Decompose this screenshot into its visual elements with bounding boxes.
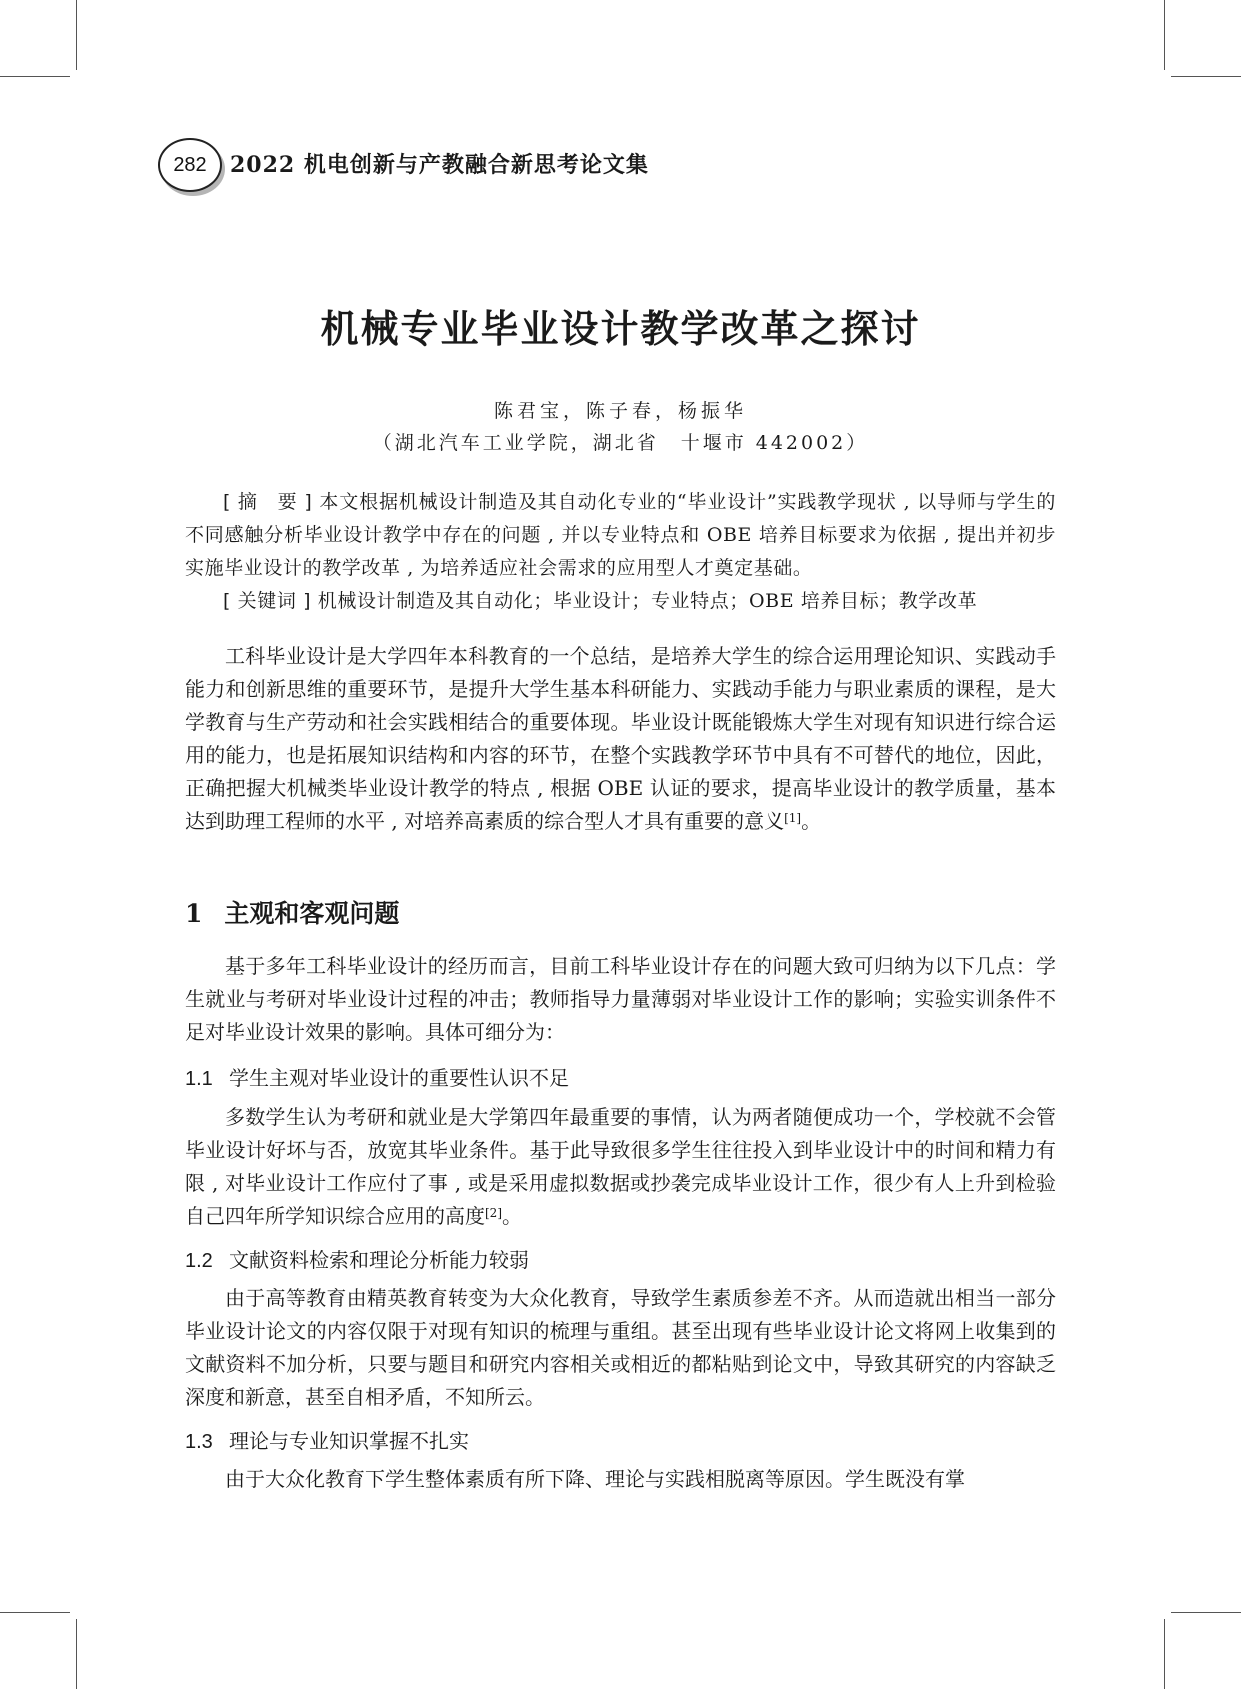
page-number: 282 (173, 153, 207, 176)
section-title: 主观和客观问题 (224, 899, 400, 928)
crop-mark (1171, 76, 1241, 77)
book-title: 2022 机电创新与产教融合新思考论文集 (230, 152, 649, 178)
subsection-paragraph: 多数学生认为考研和就业是大学第四年最重要的事情，认为两者随便成功一个，学校就不会管毕业设计好坏与否，放宽其毕业条件。基于此导致很多学生往往投入到毕业设计中的时间和精力有限 , 对毕业设计工作应付了事 , 或是采用虚拟数据或抄袭完成毕业设计工作，很少有人上升到检验自己四年所学知识综合应用的高度[2]。 (185, 1105, 1056, 1228)
subsection-paragraph: 由于大众化教育下学生整体素质有所下降、理论与实践相脱离等原因。学生既没有掌 (225, 1467, 965, 1491)
section-heading (185, 894, 399, 930)
subsection-title: 文献资料检索和理论分析能力较弱 (229, 1248, 529, 1272)
affiliation: （湖北汽车工业学院，湖北省 十堰市 442002） (372, 432, 869, 454)
crop-mark (1164, 0, 1165, 70)
subsection-number: 1.3 (185, 1431, 213, 1453)
crop-mark (0, 1612, 70, 1613)
subsection-number: 1.1 (185, 1068, 213, 1090)
crop-mark (0, 76, 70, 77)
section-intro-paragraph: 基于多年工科毕业设计的经历而言，目前工科毕业设计存在的问题大致可归纳为以下几点：学生就业与考研对毕业设计过程的冲击；教师指导力量薄弱对毕业设计工作的影响；实验实训条件不足对毕业设计效果的影响。具体可细分为： (185, 954, 1056, 1044)
running-header (158, 138, 858, 182)
crop-mark (76, 0, 77, 70)
crop-mark (1164, 1619, 1165, 1689)
keywords-text: 机械设计制造及其自动化；毕业设计；专业特点；OBE 培养目标；教学改革 (317, 590, 978, 612)
intro-text: 工科毕业设计是大学四年本科教育的一个总结，是培养大学生的综合运用理论知识、实践动手能力和创新思维的重要环节，是提升大学生基本科研能力、实践动手能力与职业素质的课程，是大学教育与生产劳动和社会实践相结合的重要体现。毕业设计既能锻炼大学生对现有知识进行综合运用的能力，也是拓展知识结构和内容的环节，在整个实践教学环节中具有不可替代的地位，因此，正确把握大机械类毕业设计教学的特点 , 根据 OBE 认证的要求，提高毕业设计的教学质量，基本达到助理工程师的水平 , 对培养高素质的综合型人才具有重要的意义 (185, 644, 1056, 833)
section-number: 1 (185, 899, 203, 928)
abstract (185, 486, 1056, 585)
subsection-heading (185, 1062, 569, 1091)
crop-mark (76, 1619, 77, 1689)
abstract-text: 本文根据机械设计制造及其自动化专业的“毕业设计”实践教学现状 , 以导师与学生的不同感触分析毕业设计教学中存在的问题 , 并以专业特点和 OBE 培养目标要求为依据 , 提出并初步实施毕业设计的教学改革 , 为培养适应社会需求的应用型人才奠定基础。 (185, 491, 1056, 579)
citation: [1] (784, 811, 802, 825)
abstract-label: [ 摘 要 ] (223, 491, 313, 513)
keywords (185, 585, 1056, 618)
subsection-heading (185, 1244, 529, 1273)
subsection-title: 理论与专业知识掌握不扎实 (229, 1429, 469, 1453)
authors: 陈君宝，陈子春，杨振华 (493, 400, 747, 422)
subsection-number: 1.2 (185, 1250, 213, 1272)
keywords-label: [ 关键词 ] (223, 590, 312, 612)
subsection-heading (185, 1425, 469, 1454)
subsection-paragraph: 由于高等教育由精英教育转变为大众化教育，导致学生素质参差不齐。从而造就出相当一部分毕业设计论文的内容仅限于对现有知识的梳理与重组。甚至出现有些毕业设计论文将网上收集到的文献资料不加分析，只要与题目和研究内容相关或相近的都粘贴到论文中，导致其研究的内容缺乏深度和新意，甚至自相矛盾，不知所云。 (185, 1286, 1056, 1409)
citation: [2] (485, 1206, 502, 1220)
page-number-badge (158, 138, 222, 192)
subsection-title: 学生主观对毕业设计的重要性认识不足 (229, 1066, 569, 1090)
article-title: 机械专业毕业设计教学改革之探讨 (320, 307, 921, 351)
crop-mark (1171, 1612, 1241, 1613)
intro-paragraph: 工科毕业设计是大学四年本科教育的一个总结，是培养大学生的综合运用理论知识、实践动手能力和创新思维的重要环节，是提升大学生基本科研能力、实践动手能力与职业素质的课程，是大学教育与生产劳动和社会实践相结合的重要体现。毕业设计既能锻炼大学生对现有知识进行综合运用的能力，也是拓展知识结构和内容的环节，在整个实践教学环节中具有不可替代的地位，因此，正确把握大机械类毕业设计教学的特点 , 根据 OBE 认证的要求，提高毕业设计的教学质量，基本达到助理工程师的水平 , 对培养高素质的综合型人才具有重要的意义[1]。 (185, 644, 1056, 833)
